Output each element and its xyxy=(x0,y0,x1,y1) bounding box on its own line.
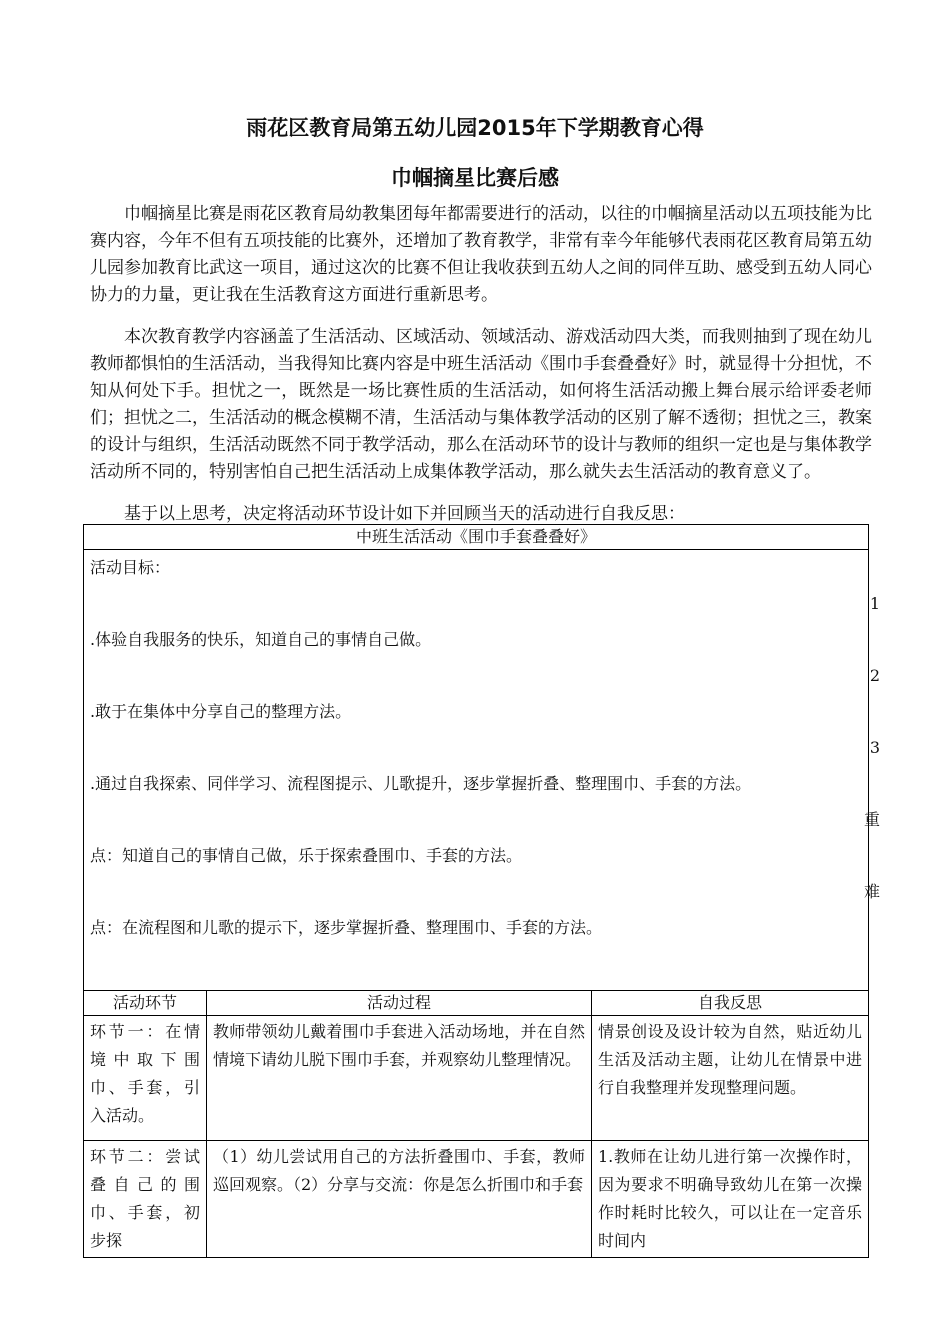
process-cell: 教师带领幼儿戴着围巾手套进入活动场地，并在自然情境下请幼儿脱下围巾手套，并观察幼儿整理情况。 xyxy=(207,1016,592,1141)
document-title: 雨花区教育局第五幼儿园2015年下学期教育心得 xyxy=(246,116,704,140)
reflection-cell: 情景创设及设计较为自然，贴近幼儿生活及活动主题，让幼儿在情景中进行自我整理并发现整理问题。 xyxy=(592,1016,869,1141)
difficulty-text: 点：在流程图和儿歌的提示下，逐步掌握折叠、整理围巾、手套的方法。 xyxy=(90,918,603,937)
goals-label: 活动目标： xyxy=(90,558,171,577)
table-caption: 中班生活活动《围巾手套叠叠好》 xyxy=(84,525,869,550)
goal-number: 2 xyxy=(869,666,881,685)
goals-cell xyxy=(84,550,881,991)
goal-number: 3 xyxy=(869,738,881,757)
activity-table xyxy=(83,524,881,1258)
paragraph-3: 基于以上思考，决定将活动环节设计如下并回顾当天的活动进行自我反思： xyxy=(124,504,685,524)
stage-cell: 环节二：尝试叠自己的围巾、手套，初步探 xyxy=(84,1141,207,1258)
goal-text: .体验自我服务的快乐，知道自己的事情自己做。 xyxy=(90,630,432,649)
document-subtitle: 巾帼摘星比赛后感 xyxy=(391,166,559,190)
paragraph-1: 巾帼摘星比赛是雨花区教育局幼教集团每年都需要进行的活动，以往的巾帼摘星活动以五项技能为比赛内容，今年不但有五项技能的比赛外，还增加了教育教学，非常有幸今年能够代表雨花区教育局第五幼儿园参加教育比武这一项目，通过这次的比赛不但让我收获到五幼人之间的同伴互助、感受到五幼人同心协力的力量，更让我在生活教育这方面进行重新思考。 xyxy=(90,204,872,305)
goal-number: 1 xyxy=(869,594,881,613)
process-cell: （1）幼儿尝试用自己的方法折叠围巾、手套，教师巡回观察。（2）分享与交流：你是怎么折围巾和手套 xyxy=(207,1141,592,1258)
key-point-text: 点：知道自己的事情自己做，乐于探索叠围巾、手套的方法。 xyxy=(90,846,523,865)
paragraph-2: 本次教育教学内容涵盖了生活活动、区域活动、领域活动、游戏活动四大类，而我则抽到了现在幼儿教师都惧怕的生活活动，当我得知比赛内容是中班生活活动《围巾手套叠叠好》时，就显得十分担忧，不知从何处下手。担忧之一，既然是一场比赛性质的生活活动，如何将生活活动搬上舞台展示给评委老师们；担忧之二，生活活动的概念模糊不清，生活活动与集体教学活动的区别了解不透彻；担忧之三，教案的设计与组织，生活活动既然不同于教学活动，那么在活动环节的设计与教师的组织一定也是与集体教学活动所不同的，特别害怕自己把生活活动上成集体教学活动，那么就失去生活活动的教育意义了。 xyxy=(90,327,872,482)
difficulty-marker: 难 xyxy=(864,882,881,901)
header-stage: 活动环节 xyxy=(84,991,207,1016)
goal-text: .通过自我探索、同伴学习、流程图提示、儿歌提升，逐步掌握折叠、整理围巾、手套的方法。 xyxy=(90,774,752,793)
header-reflection: 自我反思 xyxy=(592,991,869,1016)
table-row xyxy=(84,1141,869,1258)
key-point-marker: 重 xyxy=(864,810,881,829)
goal-text: .敢于在集体中分享自己的整理方法。 xyxy=(90,702,352,721)
reflection-cell: 1.教师在让幼儿进行第一次操作时，因为要求不明确导致幼儿在第一次操作时耗时比较久，可以让在一定音乐时间内 xyxy=(592,1141,869,1258)
stage-cell: 环节一：在情境中取下围巾、手套，引入活动。 xyxy=(84,1016,207,1141)
header-process: 活动过程 xyxy=(207,991,592,1016)
table-row xyxy=(84,1016,869,1141)
